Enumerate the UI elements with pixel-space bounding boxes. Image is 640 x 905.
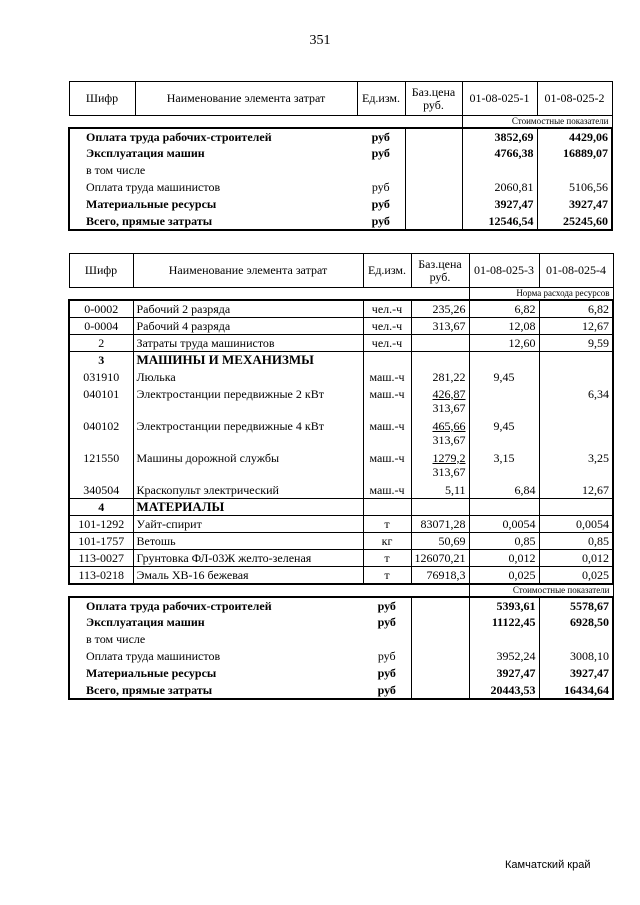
- row-unit: руб: [357, 128, 405, 145]
- resource-value-1: 0,012: [469, 550, 539, 567]
- resource-name: МАШИНЫ И МЕХАНИЗМЫ: [133, 352, 363, 369]
- row-value-2: [537, 162, 612, 179]
- resource-value-2: 6,34: [539, 386, 613, 418]
- base-price: 50,69: [438, 534, 466, 548]
- row-price: [411, 631, 469, 648]
- row-name: Всего, прямые затраты: [69, 682, 363, 699]
- subheader-label: Стоимостные показатели: [462, 116, 612, 129]
- resource-code: 113-0027: [69, 550, 133, 567]
- row-value-1: 3952,24: [469, 648, 539, 665]
- resource-value-2: 3,25: [539, 450, 613, 482]
- resource-name: Эмаль ХВ-16 бежевая: [133, 567, 363, 585]
- row-value-2: 25245,60: [537, 213, 612, 230]
- resource-value-2: 6,82: [539, 300, 613, 318]
- row-name: Материальные ресурсы: [69, 196, 357, 213]
- resource-value-2: [539, 369, 613, 386]
- table-row: [69, 162, 612, 179]
- resource-unit: маш.-ч: [363, 482, 411, 499]
- row-price: [405, 128, 462, 145]
- resource-name: Ветошь: [133, 533, 363, 550]
- resource-value-1: 6,84: [469, 482, 539, 499]
- header-price: Баз.цена руб.: [411, 254, 469, 288]
- row-name: в том числе: [69, 162, 357, 179]
- resource-name: Электростанции передвижные 2 кВт: [136, 386, 324, 401]
- row-price: [411, 648, 469, 665]
- header-col-2: 01-08-025-2: [537, 82, 612, 116]
- resource-value-1: [469, 499, 539, 516]
- top-table-body: [69, 128, 612, 230]
- row-unit: руб: [371, 197, 390, 211]
- resource-value-2: [539, 352, 613, 369]
- row-value-2: 5578,67: [539, 597, 613, 614]
- resource-row: [69, 450, 613, 482]
- row-unit: руб: [377, 649, 396, 663]
- row-value-2: 3927,47: [539, 665, 613, 682]
- row-unit: руб: [377, 666, 396, 680]
- resource-unit: [363, 352, 411, 369]
- row-value-1: 4766,38: [462, 145, 537, 162]
- resource-value-1: 0,0054: [469, 516, 539, 533]
- row-value-1: 3927,47: [469, 665, 539, 682]
- resource-name: Краскопульт электрический: [136, 482, 279, 497]
- table-row: [69, 196, 612, 213]
- resource-unit: чел.-ч: [363, 318, 411, 335]
- base-price: 76918,3: [426, 568, 466, 582]
- resource-value-1: [469, 386, 539, 418]
- resource-value-1: 9,45: [469, 369, 539, 386]
- resource-value-1: 0,85: [469, 533, 539, 550]
- resource-unit: кг: [363, 533, 411, 550]
- subheader-norm-row: [69, 288, 613, 301]
- row-value-1: 2060,81: [462, 179, 537, 196]
- row-name: Оплата труда рабочих-строителей: [69, 128, 357, 145]
- resource-name: Грунтовка ФЛ-03Ж желто-зеленая: [133, 550, 363, 567]
- resource-value-2: 9,59: [539, 335, 613, 352]
- header-name: Наименование элемента затрат: [133, 254, 363, 288]
- resource-value-2: [539, 499, 613, 516]
- row-value-2: 6928,50: [539, 614, 613, 631]
- resource-code: 0-0004: [69, 318, 133, 335]
- row-unit: руб: [371, 180, 390, 194]
- row-value-1: 3852,69: [462, 128, 537, 145]
- resource-value-2: 0,025: [539, 567, 613, 585]
- resource-value-1: 3,15: [469, 450, 539, 482]
- row-price: [411, 665, 469, 682]
- resource-row: [69, 318, 613, 335]
- resource-code: 101-1757: [69, 533, 133, 550]
- resource-name: МАТЕРИАЛЫ: [133, 499, 363, 516]
- header-unit: Ед.изм.: [363, 254, 411, 288]
- row-unit: руб: [363, 682, 411, 699]
- base-price: 313,67: [432, 319, 466, 333]
- row-name: Оплата труда рабочих-строителей: [69, 597, 363, 614]
- resource-value-2: 12,67: [539, 482, 613, 499]
- row-value-1: 5393,61: [469, 597, 539, 614]
- resource-value-2: [539, 418, 613, 450]
- base-price: 465,66: [432, 418, 466, 433]
- resource-row: [69, 300, 613, 318]
- header-price: Баз.цена руб.: [405, 82, 462, 116]
- base-price: 281,22: [432, 369, 466, 384]
- resource-code: 040102: [69, 418, 133, 450]
- row-value-1: 12546,54: [462, 213, 537, 230]
- resource-unit: т: [363, 567, 411, 585]
- base-price: 5,11: [444, 482, 466, 497]
- cost-table-bottom: [68, 253, 614, 700]
- resource-value-1: 12,08: [469, 318, 539, 335]
- resource-unit: маш.-ч: [363, 450, 411, 482]
- resource-code: 040101: [69, 386, 133, 418]
- subheader-row: [69, 116, 612, 129]
- resource-name: Электростанции передвижные 4 кВт: [136, 418, 324, 433]
- resource-value-2: 0,85: [539, 533, 613, 550]
- resource-price: [411, 499, 469, 516]
- header-col-3: 01-08-025-3: [469, 254, 539, 288]
- subheader-cost-row: [69, 584, 613, 597]
- resource-value-1: 12,60: [469, 335, 539, 352]
- base-price: 126070,21: [414, 551, 466, 565]
- row-price: [411, 597, 469, 614]
- table-row: [69, 648, 613, 665]
- row-price: [405, 145, 462, 162]
- base-price-secondary: 313,67: [432, 400, 466, 415]
- resource-price: [411, 482, 469, 499]
- resource-price: [411, 300, 469, 318]
- resource-price: [411, 516, 469, 533]
- resource-value-1: [469, 352, 539, 369]
- row-name: Оплата труда машинистов: [69, 179, 357, 196]
- row-value-2: [539, 631, 613, 648]
- header-name: Наименование элемента затрат: [135, 82, 357, 116]
- cost-table-top: [68, 81, 613, 231]
- row-price: [405, 196, 462, 213]
- header-col-4: 01-08-025-4: [539, 254, 613, 288]
- resource-name: Рабочий 4 разряда: [133, 318, 363, 335]
- resource-code: 031910: [69, 369, 133, 386]
- table-row: [69, 179, 612, 196]
- resource-unit: маш.-ч: [363, 369, 411, 386]
- resource-value-1: 0,025: [469, 567, 539, 585]
- header-col-1: 01-08-025-1: [462, 82, 537, 116]
- table-header: [69, 254, 613, 288]
- row-price: [405, 213, 462, 230]
- header-code: Шифр: [69, 82, 135, 116]
- resource-row: [69, 499, 613, 516]
- resource-row: [69, 550, 613, 567]
- row-price: [405, 179, 462, 196]
- resource-value-2: 0,0054: [539, 516, 613, 533]
- resource-value-2: 0,012: [539, 550, 613, 567]
- table-row: [69, 145, 612, 162]
- resource-row: [69, 352, 613, 369]
- page-number: 351: [309, 33, 331, 48]
- row-value-1: 20443,53: [469, 682, 539, 699]
- base-price: 1279,2: [432, 450, 466, 465]
- resource-unit: чел.-ч: [363, 300, 411, 318]
- row-value-1: [462, 162, 537, 179]
- resource-code: 113-0218: [69, 567, 133, 585]
- base-price: 83071,28: [420, 517, 466, 531]
- row-price: [411, 682, 469, 699]
- resource-price: [411, 418, 469, 450]
- row-price: [405, 162, 462, 179]
- row-value-1: 11122,45: [469, 614, 539, 631]
- row-name: Эксплуатация машин: [69, 145, 357, 162]
- table-row: [69, 597, 613, 614]
- resource-unit: т: [363, 550, 411, 567]
- row-unit: [363, 631, 411, 648]
- resource-price: [411, 369, 469, 386]
- resource-name: Затраты труда машинистов: [133, 335, 363, 352]
- resource-value-1: 9,45: [469, 418, 539, 450]
- resource-code: 0-0002: [69, 300, 133, 318]
- resource-price: [411, 533, 469, 550]
- resource-row: [69, 482, 613, 499]
- resource-price: [411, 352, 469, 369]
- base-price-secondary: 313,67: [432, 432, 466, 447]
- row-unit: руб: [377, 615, 396, 629]
- row-value-2: 16889,07: [537, 145, 612, 162]
- table-row: [69, 128, 612, 145]
- resource-row: [69, 516, 613, 533]
- base-price-secondary: 313,67: [432, 464, 466, 479]
- row-name: Материальные ресурсы: [69, 665, 363, 682]
- resource-row: [69, 386, 613, 418]
- resource-name: Машины дорожной службы: [136, 450, 280, 465]
- resource-name: Уайт-спирит: [133, 516, 363, 533]
- header-unit: Ед.изм.: [357, 82, 405, 116]
- table-row: [69, 665, 613, 682]
- resource-unit: маш.-ч: [363, 418, 411, 450]
- resource-unit: т: [363, 516, 411, 533]
- row-value-1: [469, 631, 539, 648]
- resource-price: [411, 386, 469, 418]
- resource-name: Люлька: [136, 369, 176, 384]
- resource-row: [69, 418, 613, 450]
- resource-name: Рабочий 2 разряда: [133, 300, 363, 318]
- resource-unit: маш.-ч: [363, 386, 411, 418]
- resource-unit: чел.-ч: [363, 335, 411, 352]
- resource-row: [69, 567, 613, 585]
- table-row: [69, 682, 613, 699]
- table-row: [69, 631, 613, 648]
- resources-body: [69, 300, 613, 584]
- row-price: [411, 614, 469, 631]
- base-price: 426,87: [432, 386, 466, 401]
- resource-row: [69, 533, 613, 550]
- resource-row: [69, 369, 613, 386]
- row-name: Всего, прямые затраты: [69, 213, 357, 230]
- header-code: Шифр: [69, 254, 133, 288]
- row-value-1: 3927,47: [462, 196, 537, 213]
- cost-body: [69, 597, 613, 699]
- row-unit: руб: [371, 146, 390, 160]
- resource-price: [411, 567, 469, 585]
- region-footer: Камчатский край: [505, 859, 591, 871]
- subheader-norm-label: Норма расхода ресурсов: [469, 288, 613, 301]
- row-unit: руб: [357, 213, 405, 230]
- resource-value-2: 12,67: [539, 318, 613, 335]
- subheader-cost-label: Стоимостные показатели: [469, 584, 613, 597]
- resource-code: 101-1292: [69, 516, 133, 533]
- base-price: 235,26: [432, 302, 466, 316]
- resource-price: [411, 335, 469, 352]
- resource-code: 4: [69, 499, 133, 516]
- table-row: [69, 213, 612, 230]
- resource-unit: [363, 499, 411, 516]
- resource-code: 2: [69, 335, 133, 352]
- row-name: в том числе: [69, 631, 363, 648]
- row-name: Оплата труда машинистов: [69, 648, 363, 665]
- row-unit: руб: [363, 597, 411, 614]
- resource-code: 121550: [69, 450, 133, 482]
- resource-price: [411, 450, 469, 482]
- row-name: Эксплуатация машин: [69, 614, 363, 631]
- row-value-2: 16434,64: [539, 682, 613, 699]
- resource-price: [411, 318, 469, 335]
- resource-price: [411, 550, 469, 567]
- resource-value-1: 6,82: [469, 300, 539, 318]
- resource-code: 3: [69, 352, 133, 369]
- row-value-2: 4429,06: [537, 128, 612, 145]
- row-value-2: 3927,47: [537, 196, 612, 213]
- resource-row: [69, 335, 613, 352]
- row-unit: [357, 162, 405, 179]
- row-value-2: 3008,10: [539, 648, 613, 665]
- resource-code: 340504: [69, 482, 133, 499]
- row-value-2: 5106,56: [537, 179, 612, 196]
- table-header: [69, 82, 612, 116]
- table-row: [69, 614, 613, 631]
